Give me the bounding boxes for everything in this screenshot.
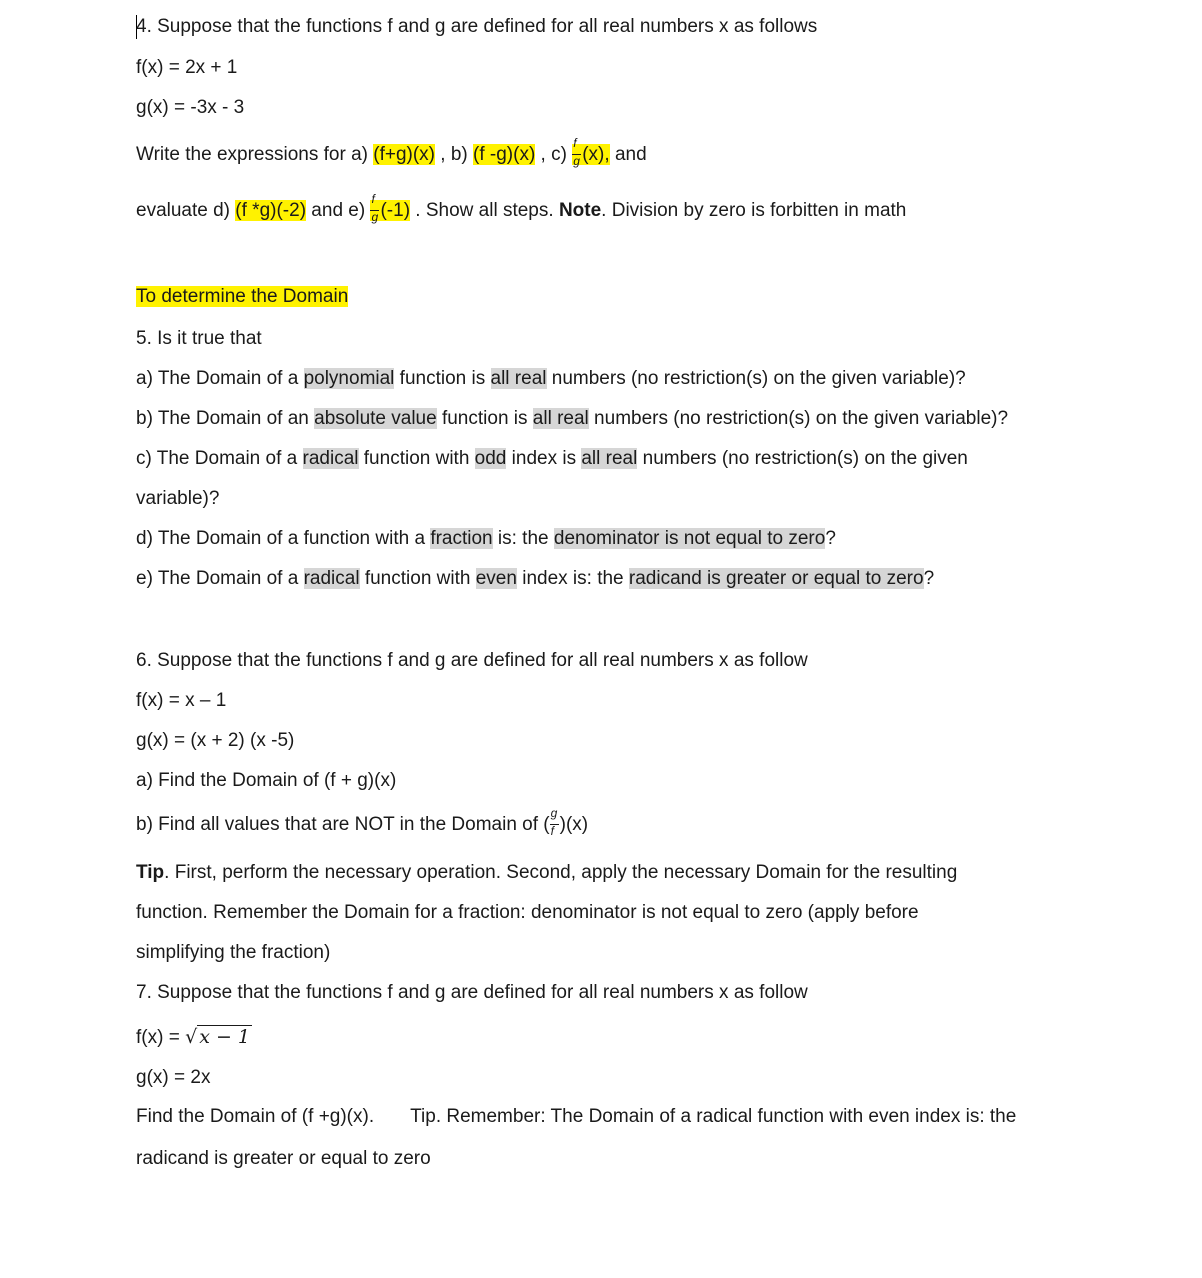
- fraction-f-over-g: $\frac{f}{g}$: [573, 136, 580, 168]
- q4-d-expression: (f *g)(-2): [235, 200, 307, 222]
- q7-find: Find the Domain of (f +g)(x). Tip. Remember: The Domain of a radical function with even index is: the: [136, 1106, 1017, 1127]
- q5-d: d) The Domain of a function with a fraction is: the denominator is not equal to zero?: [136, 528, 836, 549]
- q5-c-continued: variable)?: [136, 488, 220, 509]
- q5-a: a) The Domain of a polynomial function is all real numbers (no restriction(s) on the given variable)?: [136, 368, 966, 389]
- q6-intro: 6. Suppose that the functions f and g are defined for all real numbers x as follow: [136, 650, 808, 671]
- q6-tip-line-1: Tip. First, perform the necessary operation. Second, apply the necessary Domain for the resulting: [136, 862, 958, 883]
- q6-tip-line-2: function. Remember the Domain for a fraction: denominator is not equal to zero (apply before: [136, 902, 919, 923]
- q4-g-definition: g(x) = -3x - 3: [136, 97, 245, 118]
- q4-evaluate: evaluate d) (f *g)(-2) and e) $\frac{f}{g}$ (-1) . Show all steps. Note. Division by zero is forbitten in math: [136, 192, 907, 224]
- domain-heading: To determine the Domain: [136, 286, 349, 307]
- q5-e: e) The Domain of a radical function with even index is: the radicand is greater or equal to zero?: [136, 568, 935, 589]
- q7-g-definition: g(x) = 2x: [136, 1067, 211, 1088]
- q4-c-expression: (x),: [582, 144, 610, 166]
- q4-e-expression: (-1): [380, 200, 411, 222]
- q5-c: c) The Domain of a radical function with odd index is all real numbers (no restriction(s) on the given: [136, 448, 968, 469]
- square-root: √ x − 1: [185, 1026, 251, 1048]
- note-label: Note: [558, 200, 602, 222]
- q6-tip-line-3: simplifying the fraction): [136, 942, 331, 963]
- q4-a-expression: (f+g)(x): [373, 144, 435, 166]
- q4-f-definition: f(x) = 2x + 1: [136, 57, 238, 78]
- q4-b-expression: (f -g)(x): [473, 144, 536, 166]
- q6-b: b) Find all values that are NOT in the Domain of ( $\frac{g}{f}$ )(x): [136, 806, 589, 838]
- tip-label: Tip: [136, 862, 165, 883]
- q7-f-definition: f(x) = √ x − 1: [136, 1026, 251, 1048]
- q6-a: a) Find the Domain of (f + g)(x): [136, 770, 397, 791]
- q7-intro: 7. Suppose that the functions f and g are defined for all real numbers x as follow: [136, 982, 808, 1003]
- fraction-f-over-g-e: $\frac{f}{g}$: [371, 192, 379, 224]
- q6-f-definition: f(x) = x – 1: [136, 690, 227, 711]
- q6-g-definition: g(x) = (x + 2) (x -5): [136, 730, 295, 751]
- fraction-g-over-f: $\frac{g}{f}$: [550, 806, 558, 838]
- q5-title: 5. Is it true that: [136, 328, 262, 349]
- q7-tip: Tip. Remember: The Domain of a radical function with even index is: the: [410, 1106, 1017, 1127]
- q7-tip-continued: radicand is greater or equal to zero: [136, 1148, 431, 1169]
- q4-write-expressions: Write the expressions for a) (f+g)(x) , b) (f -g)(x) , c) $\frac{f}{g}$ (x), and: [136, 136, 647, 168]
- q4-intro: 4. Suppose that the functions f and g are defined for all real numbers x as follows: [136, 16, 818, 37]
- q5-b: b) The Domain of an absolute value function is all real numbers (no restriction(s) on the given variable)?: [136, 408, 1009, 429]
